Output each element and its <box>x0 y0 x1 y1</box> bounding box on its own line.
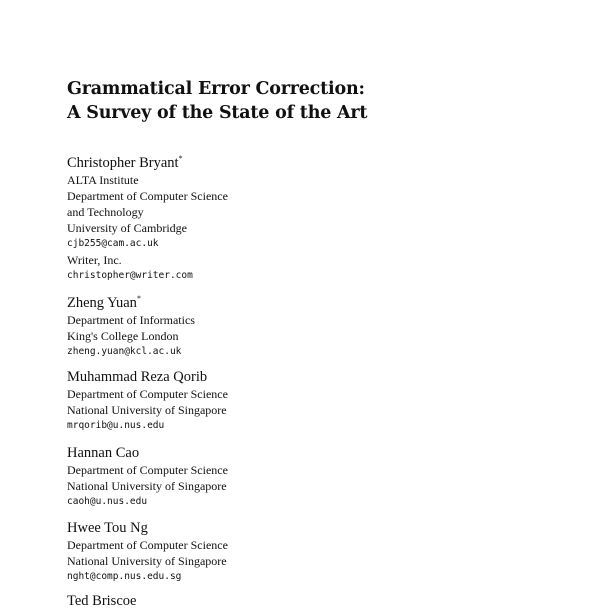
author-email[interactable]: caoh@u.nus.edu <box>67 496 148 507</box>
author-email[interactable]: zheng.yuan@kcl.ac.uk <box>67 346 182 357</box>
author-block-yuan <box>67 295 195 360</box>
author-name: Hwee Tou Ng <box>67 520 148 536</box>
affiliation-line: Department of Computer Science <box>67 189 228 203</box>
author-email[interactable]: mrqorib@u.nus.edu <box>67 420 165 431</box>
affiliation-line: Department of Informatics <box>67 313 195 327</box>
affiliation-line: King's College London <box>67 329 179 343</box>
author-name: Christopher Bryant* <box>67 154 183 171</box>
author-name: Ted Briscoe <box>67 593 137 609</box>
title-line-2: A Survey of the State of the Art <box>67 103 368 123</box>
affiliation-line: National University of Singapore <box>67 554 227 568</box>
affiliation-line: National University of Singapore <box>67 479 227 493</box>
author-name: Muhammad Reza Qorib <box>67 369 208 385</box>
affiliation-line: Department of Computer Science <box>67 538 228 552</box>
author-block-cao <box>67 445 228 510</box>
affiliation-line: Department of Computer Science <box>67 463 228 477</box>
affiliation-line: Department of Computer Science <box>67 387 228 401</box>
equal-contribution-mark: * <box>178 154 183 164</box>
author-name: Zheng Yuan* <box>67 294 141 311</box>
author-block-briscoe <box>67 593 136 610</box>
affiliation-line: University of Cambridge <box>67 221 187 235</box>
affiliation-line: National University of Singapore <box>67 403 227 417</box>
affiliation-line: ALTA Institute <box>67 173 139 187</box>
affiliation-line: and Technology <box>67 205 144 219</box>
author-block-ng <box>67 520 228 585</box>
author-block-qorib <box>67 369 228 434</box>
equal-contribution-mark: * <box>136 294 141 304</box>
author-email[interactable]: cjb255@cam.ac.uk <box>67 238 159 249</box>
author-email[interactable]: christopher@writer.com <box>67 270 193 281</box>
author-email[interactable]: nght@comp.nus.edu.sg <box>67 571 182 582</box>
paper-title <box>67 77 367 125</box>
affiliation-line: Writer, Inc. <box>67 253 122 267</box>
author-name: Hannan Cao <box>67 445 140 461</box>
author-block-bryant <box>67 155 228 284</box>
title-line-1: Grammatical Error Correction: <box>67 79 365 99</box>
